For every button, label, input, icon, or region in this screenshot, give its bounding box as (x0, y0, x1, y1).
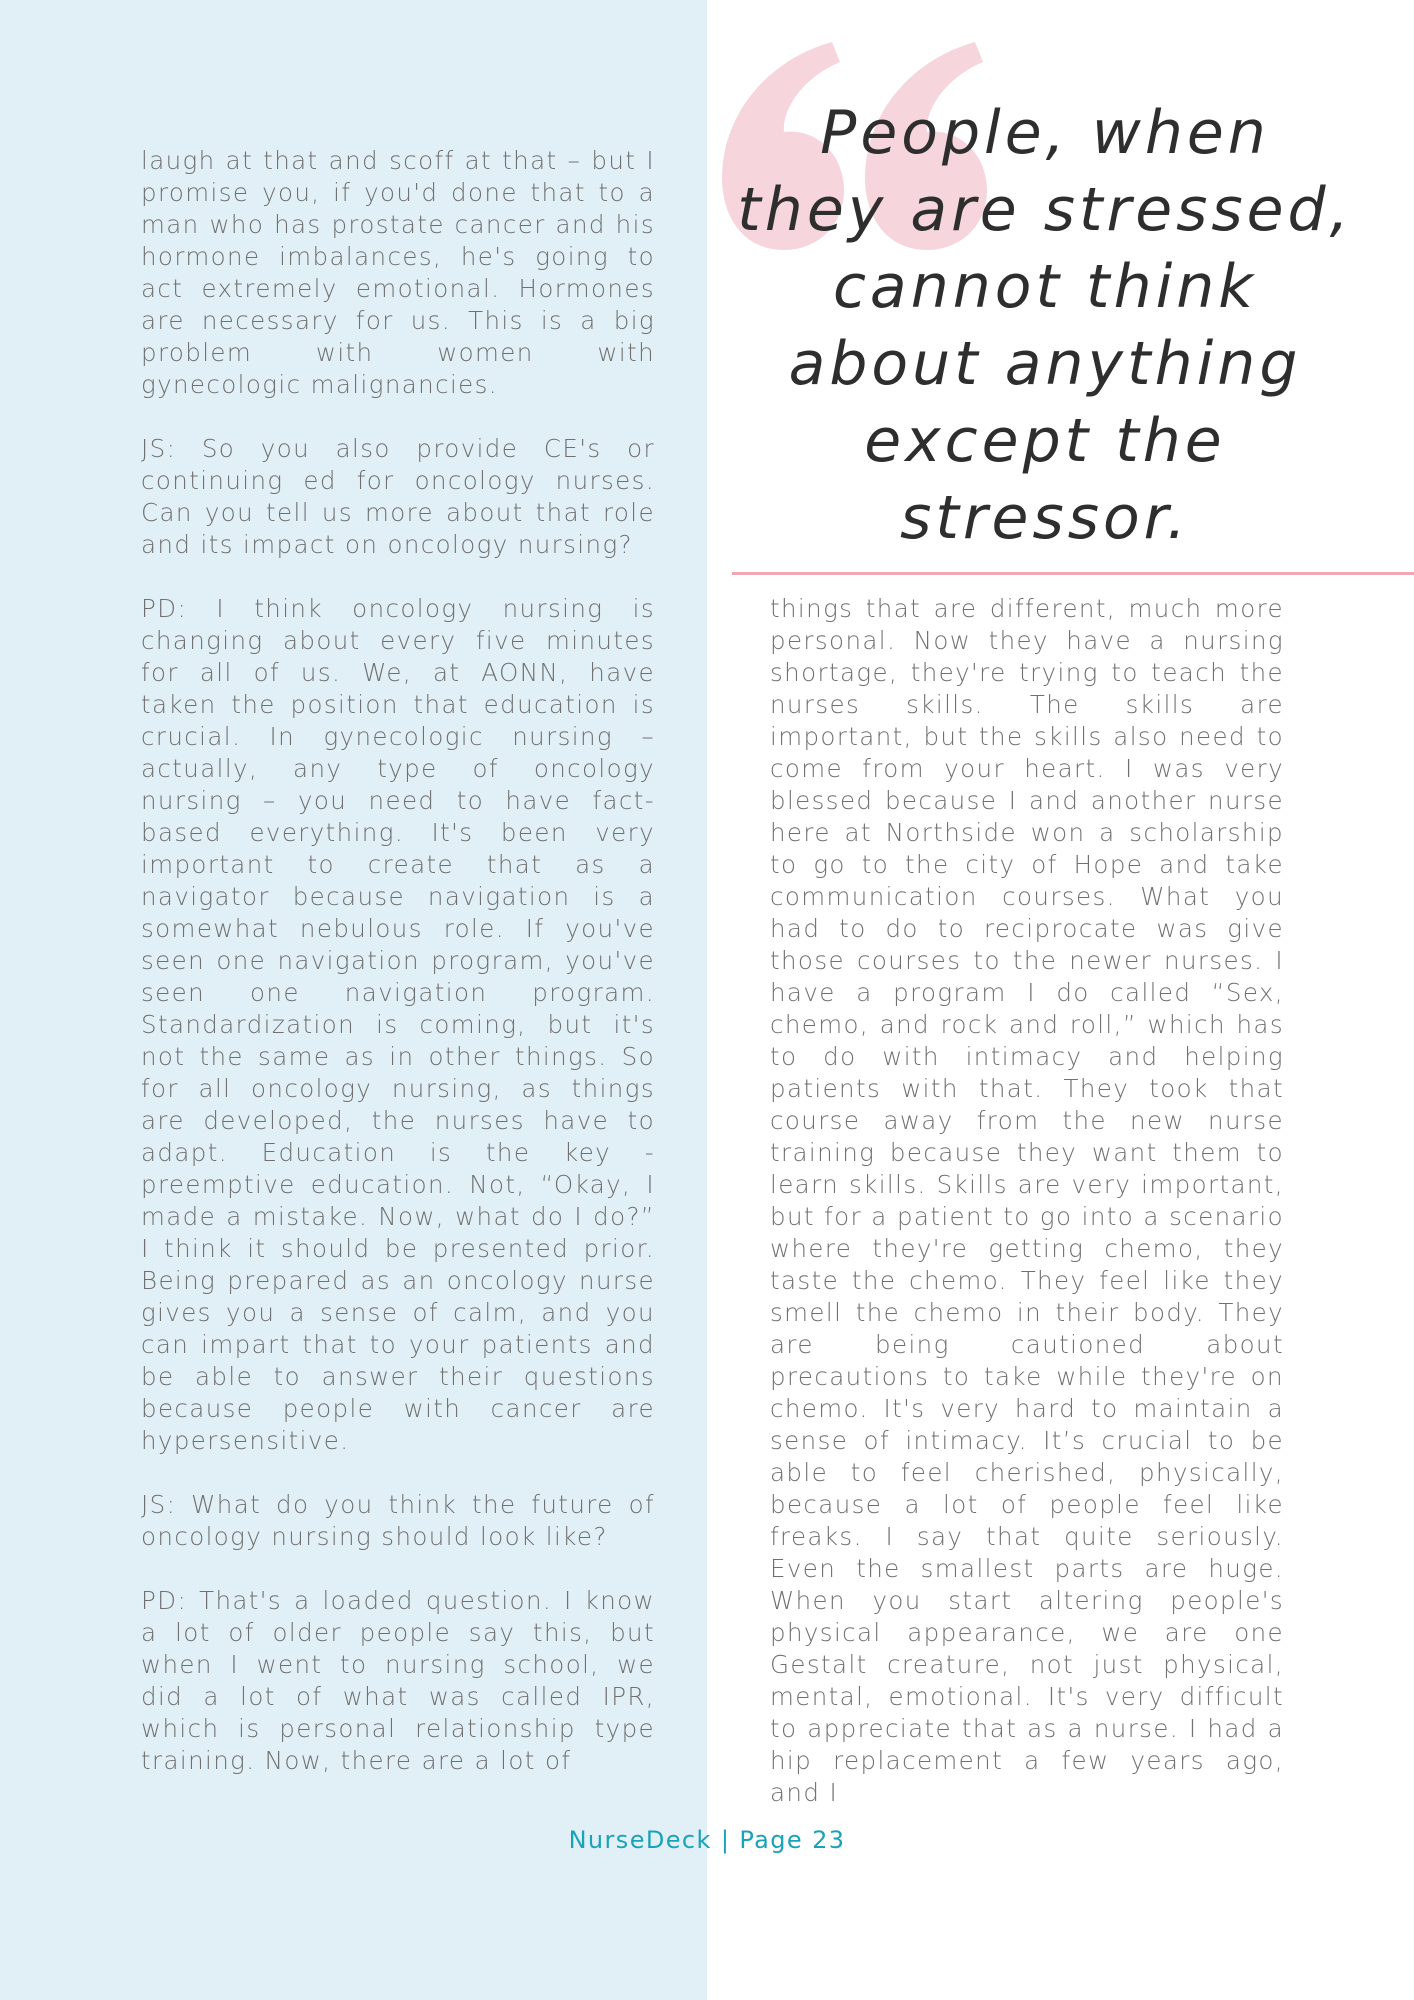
paragraph: JS: What do you think the future of oncology nursing should look like? (141, 1490, 655, 1551)
paragraph: PD: I think oncology nursing is changing about every five minutes for all of us. We, at AONN, have taken the position that education is crucial. In gynecologic nursing – actually, any type of oncology nursing – you need to have fact-based everything. It's been very important to create that as a navigator because navigation is a somewhat nebulous role. If you've seen one navigation program, you've seen one navigation program. Standardization is coming, but it's not the same as in other things. So for all oncology nursing, as things are developed, the nurses have to adapt. Education is the key - preemptive education. Not, “Okay, I made a mistake. Now, what do I do?” I think it should be presented prior. Being prepared as an oncology nurse gives you a sense of calm, and you can impart that to your patients and be able to answer their questions because people with cancer are hypersensitive. (141, 594, 655, 1455)
pull-quote-divider (732, 572, 1414, 575)
pull-quote: People, when they are stressed, cannot think about anything except the stressor. (737, 98, 1353, 553)
article-left-column (141, 145, 655, 1777)
page-footer: NurseDeck | Page 23 (568, 1826, 846, 1854)
article-right-column (770, 593, 1284, 1809)
paragraph: laugh at that and scoff at that – but I promise you, if you'd done that to a man who has prostate cancer and his hormone imbalances, he's going to act extremely emotional. Hormones are necessary for us. This is a big problem with women with gynecologic malignancies. (141, 146, 655, 399)
paragraph: PD: That's a loaded question. I know a lot of older people say this, but when I went to nursing school, we did a lot of what was called IPR, which is personal relationship type training. Now, there are a lot of (141, 1586, 655, 1775)
paragraph: things that are different, much more personal. Now they have a nursing shortage, they're trying to teach the nurses skills. The skills are important, but the skills also need to come from your heart. I was very blessed because I and another nurse here at Northside won a scholarship to go to the city of Hope and take communication courses. What you had to do to reciprocate was give those courses to the newer nurses. I have a program I do called “Sex, chemo, and rock and roll,” which has to do with intimacy and helping patients with that. They took that course away from the new nurse training because they want them to learn skills. Skills are very important, but for a patient to go into a scenario where they're getting chemo, they taste the chemo. They feel like they smell the chemo in their body. They are being cautioned about precautions to take while they're on chemo. It's very hard to maintain a sense of intimacy. It’s crucial to be able to feel cherished, physically, because a lot of people feel like freaks. I say that quite seriously. Even the smallest parts are huge. When you start altering people's physical appearance, we are one Gestalt creature, not just physical, mental, emotional. It's very difficult to appreciate that as a nurse. I had a hip replacement a few years ago, and I (770, 594, 1284, 1807)
paragraph: JS: So you also provide CE's or continuing ed for oncology nurses. Can you tell us more about that role and its impact on oncology nursing? (141, 434, 655, 559)
